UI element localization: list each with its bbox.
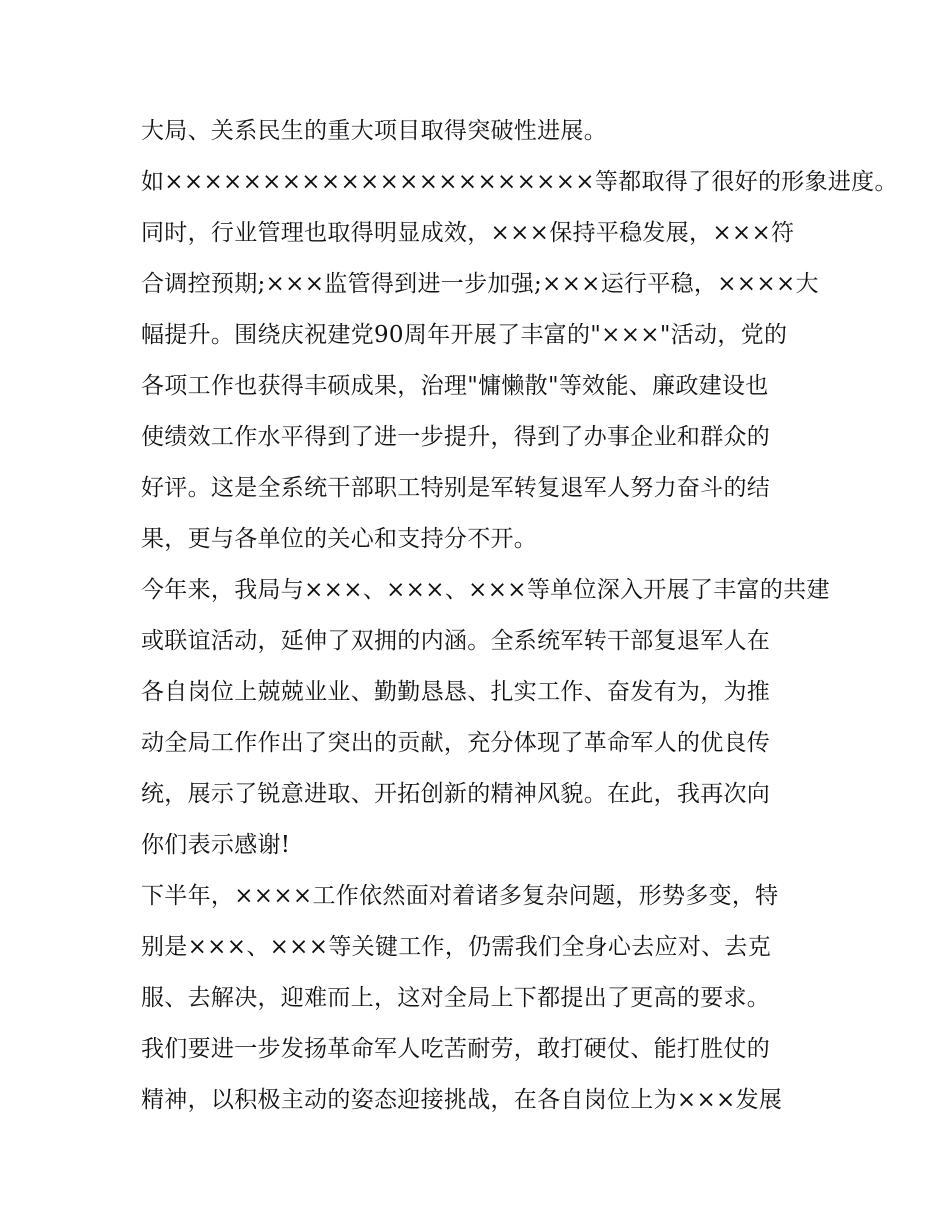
text-line: 幅提升。围绕庆祝建党90周年开展了丰富的"×××"活动，党的 — [141, 322, 788, 348]
text-line: 今年来，我局与×××、×××、×××等单位深入开展了丰富的共建 — [141, 577, 830, 603]
text-line: 服、去解决，迎难而上，这对全局上下都提出了更高的要求。 — [141, 985, 771, 1011]
text-line: 你们表示感谢! — [141, 832, 291, 858]
text-line: 好评。这是全系统干部职工特别是军转复退军人努力奋斗的结 — [141, 475, 771, 501]
text-line: 合调控预期;×××监管得到进一步加强;×××运行平稳，××××大 — [141, 271, 819, 297]
text-line: 如××××××××××××××××××××××等都取得了很好的形象进度。 — [141, 169, 898, 195]
text-line: 统，展示了锐意进取、开拓创新的精神风貌。在此，我再次向 — [141, 781, 771, 807]
text-line: 大局、关系民生的重大项目取得突破性进展。 — [141, 118, 607, 144]
document-body — [141, 106, 898, 1126]
text-line: 使绩效工作水平得到了进一步提升，得到了办事企业和群众的 — [141, 424, 771, 450]
text-line: 我们要进一步发扬革命军人吃苦耐劳，敢打硬仗、能打胜仗的 — [141, 1036, 771, 1062]
text-line: 各自岗位上兢兢业业、勤勤恳恳、扎实工作、奋发有为，为推 — [141, 679, 771, 705]
text-line: 果，更与各单位的关心和支持分不开。 — [141, 526, 538, 552]
text-line: 各项工作也获得丰硕成果，治理"慵懒散"等效能、廉政建设也 — [141, 373, 769, 399]
text-line: 动全局工作作出了突出的贡献，充分体现了革命军人的优良传 — [141, 730, 771, 756]
text-line: 别是×××、×××等关键工作，仍需我们全身心去应对、去克 — [141, 934, 772, 960]
text-line: 或联谊活动，延伸了双拥的内涵。全系统军转干部复退军人在 — [141, 628, 771, 654]
text-line: 下半年，××××工作依然面对着诸多复杂问题，形势多变，特 — [141, 883, 779, 909]
text-line: 同时，行业管理也取得明显成效，×××保持平稳发展，×××符 — [141, 220, 795, 246]
text-line: 精神，以积极主动的姿态迎接挑战，在各自岗位上为×××发展 — [141, 1087, 783, 1113]
